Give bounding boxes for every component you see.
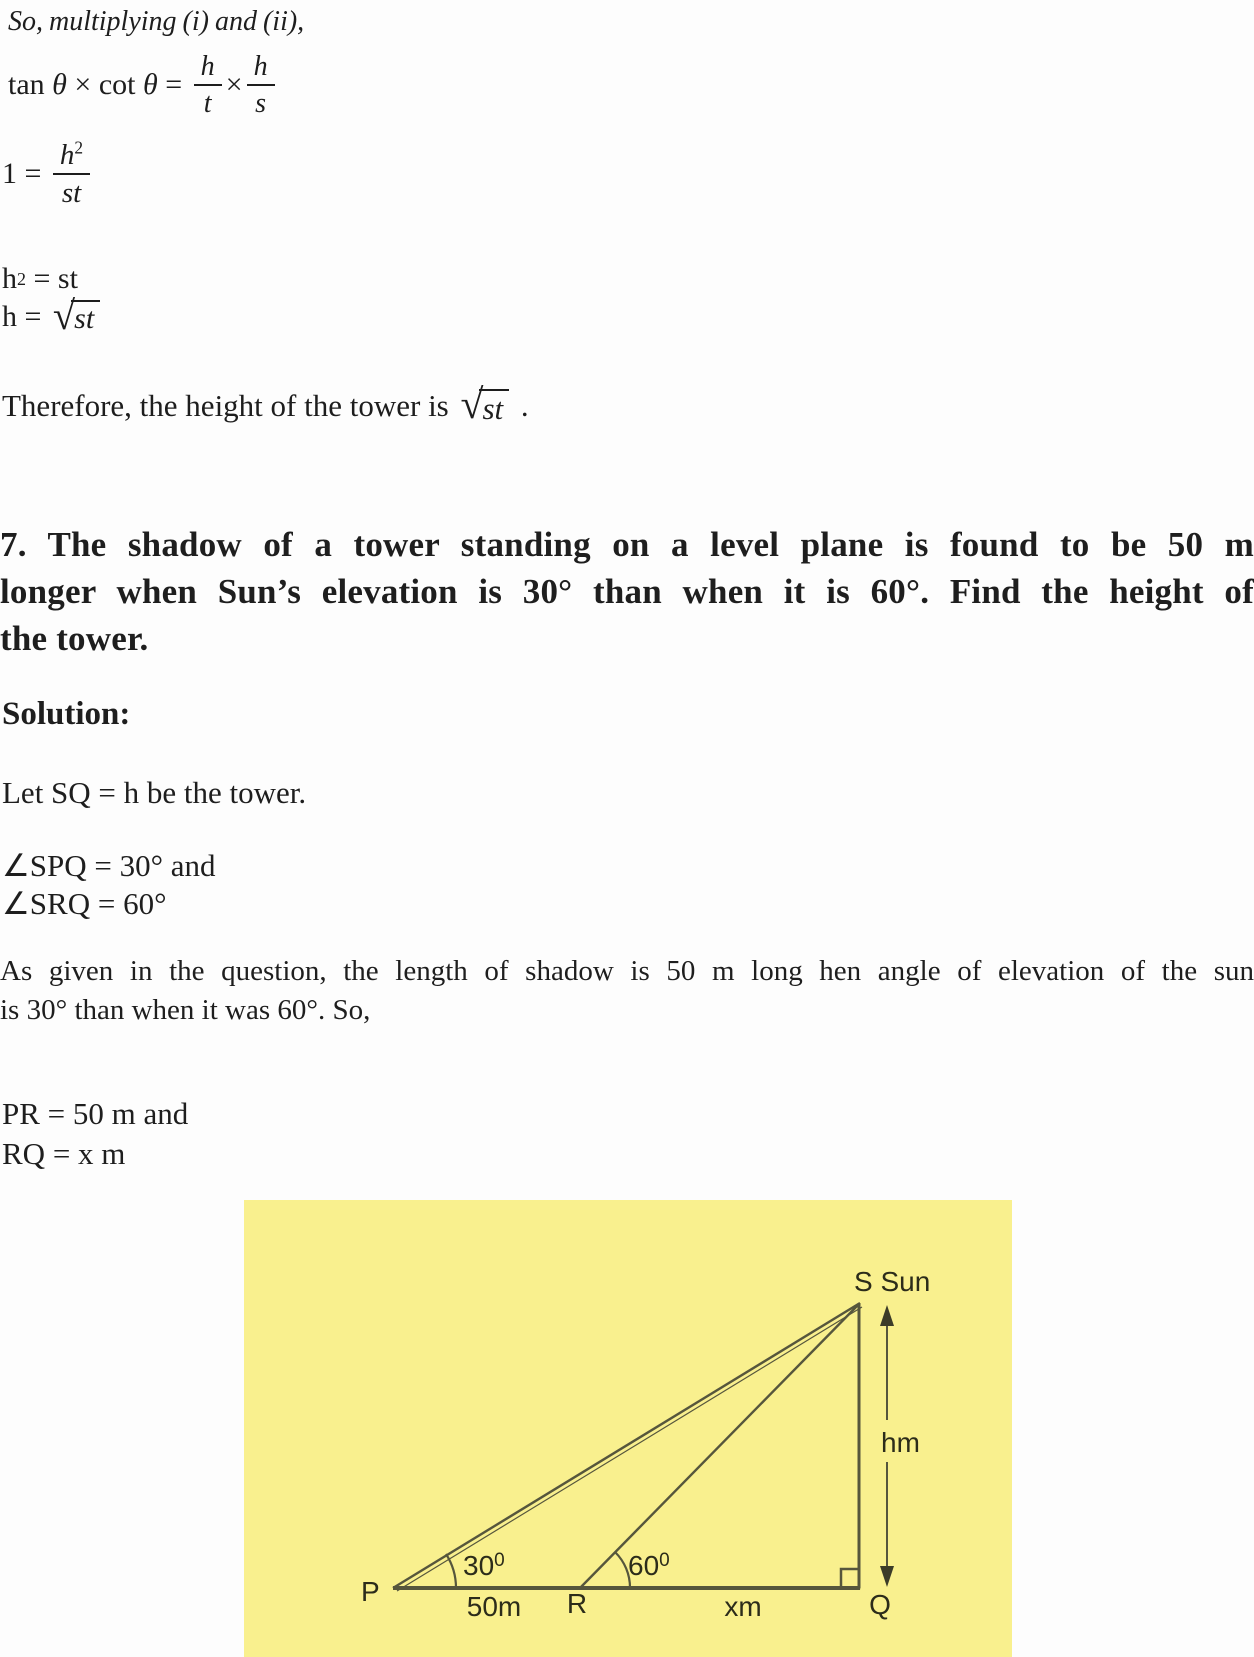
eq-h2-rhs: = st (26, 262, 78, 295)
given-paragraph (0, 952, 1254, 1030)
radicand: st (479, 389, 509, 424)
arrowhead-down-icon (880, 1566, 894, 1587)
fraction-denominator: s (255, 88, 267, 119)
diagram-panel (244, 1200, 1012, 1657)
sqrt-st (52, 293, 100, 338)
radicand: st (71, 300, 100, 334)
eq-h2-base: h (2, 262, 17, 295)
eq-tan-theta1: θ (52, 68, 67, 101)
intro-line: So, multiplying (i) and (ii), (8, 6, 305, 37)
equation-h-squared: h 2 = st (2, 262, 78, 295)
fraction-numerator: h (194, 52, 222, 86)
degree-superscript: 0 (659, 1550, 670, 1571)
question-line-3: the tower. (0, 619, 149, 658)
fraction-numerator: h (247, 52, 275, 86)
eq-h-lhs: h = (2, 300, 49, 333)
diagram-label-angle-60: $60^0$ (628, 1550, 670, 1581)
triangle-diagram (244, 1200, 1012, 1657)
conclusion-prefix: Therefore, the height of the tower is (2, 388, 457, 423)
eq-tan-theta2: θ (142, 68, 158, 101)
angle-spq-line: ∠SPQ = 30° and (2, 848, 216, 883)
question-line-2: longer when Sun’s elevation is 30° than when it is 60°. Find the height of (0, 572, 1254, 611)
diagram-label-50m: 50m (466, 1591, 522, 1622)
equation-h-sqrt (2, 293, 104, 338)
diagram-label-sun: S Sun (854, 1266, 931, 1297)
diagram-label-hm: hm (881, 1427, 920, 1458)
diagram-label-p: P (361, 1576, 380, 1607)
angle-srq-line: ∠SRQ = 60° (2, 886, 167, 921)
pr-line: PR = 50 m and (2, 1096, 189, 1131)
fraction-h2-over-st (53, 137, 90, 209)
eq-one-lhs: 1 = (2, 157, 49, 190)
fraction-denominator: st (61, 177, 82, 209)
eq-tan-equals: = (157, 68, 190, 101)
right-angle-marker (841, 1569, 859, 1588)
question-line-1: 7. The shadow of a tower standing on a level plane is found to be 50 m (0, 525, 1254, 564)
eq-tan-times: × (225, 68, 243, 101)
angle-arc-p (446, 1554, 456, 1588)
equation-one-equals-fraction (2, 137, 94, 209)
ray-r-to-s (580, 1304, 859, 1588)
ray-p-to-s (393, 1303, 860, 1588)
fraction-numerator: $h^2$ (53, 140, 90, 175)
fraction-denominator: t (203, 88, 212, 119)
eq-tan-fn1: tan (8, 68, 53, 101)
given-paragraph-line-1: As given in the question, the length of shadow is 50 m long hen angle of elevation of the sun (0, 955, 1254, 987)
degree-superscript: 0 (494, 1550, 505, 1571)
ray-p-to-s-echo (397, 1307, 862, 1591)
solution-heading: Solution: (2, 696, 131, 732)
fraction-h-over-t (194, 52, 222, 118)
eq-tan-mid: × cot (66, 68, 143, 101)
equation-tan-cot (8, 52, 279, 118)
diagram-label-q: Q (869, 1589, 891, 1620)
conclusion-suffix: . (513, 388, 529, 423)
arrowhead-up-icon (880, 1305, 894, 1326)
radical-sign: √ (52, 293, 76, 338)
fraction-h-over-s (247, 52, 275, 118)
diagram-label-r: R (566, 1588, 588, 1619)
diagram-label-xm: xm (724, 1591, 762, 1622)
diagram-label-angle-30: $30^0$ (463, 1550, 505, 1581)
rq-line: RQ = x m (2, 1136, 126, 1171)
let-line: Let SQ = h be the tower. (2, 775, 307, 810)
radical-sign: √ (460, 381, 484, 428)
conclusion-line (2, 381, 529, 428)
given-paragraph-line-2: is 30° than when it was 60°. So, (0, 994, 371, 1026)
sqrt-st (460, 381, 510, 428)
question-paragraph (0, 521, 1254, 662)
